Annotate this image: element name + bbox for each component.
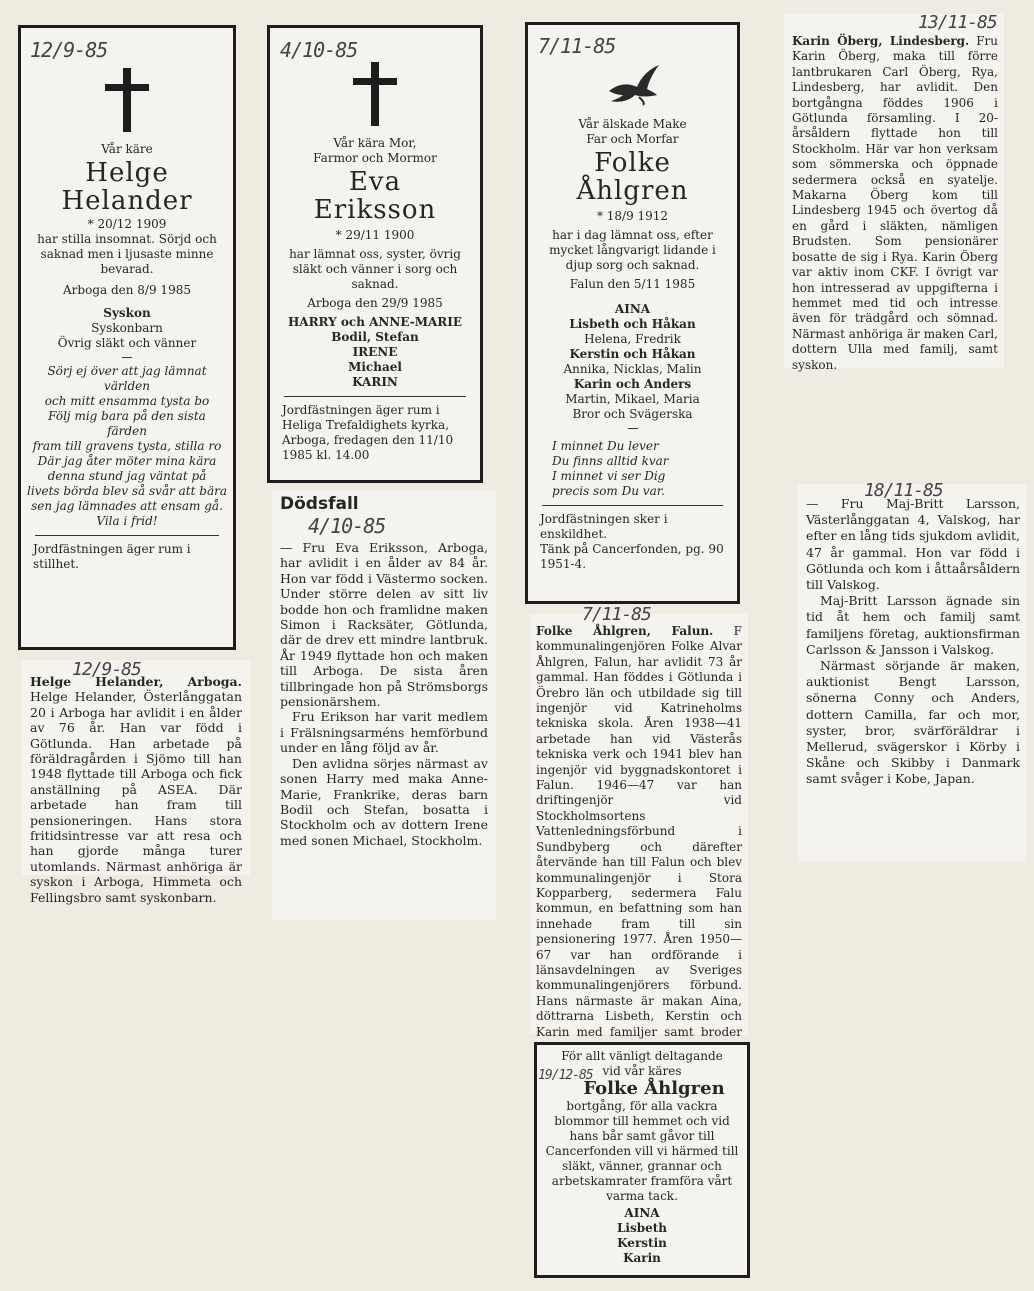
- handwritten-date: 13/11-85: [918, 12, 997, 33]
- mourner: Martin, Mikael, Maria: [565, 392, 700, 406]
- poem-line: Du finns alltid kvar: [552, 454, 669, 468]
- deceased-first-name: Eva: [348, 167, 402, 197]
- mourner: AINA: [614, 302, 651, 316]
- handwritten-date: 4/10-85: [280, 38, 358, 62]
- obituary-paragraph: Den avlidna sörjes närmast av sonen Harry med maka Anne-Marie, Frankrike, deras barn Bodil och Stefan, bosatta i Stockholm och av dottern Irene med sonen Michael, Stockholm.: [280, 755, 488, 848]
- handwritten-date: 7/11-85: [538, 34, 616, 58]
- thanks-intro: För allt vänligt deltagande: [561, 1049, 723, 1063]
- signer: AINA: [624, 1206, 660, 1220]
- handwritten-date: 12/9-85: [72, 659, 141, 680]
- notice-intro: Vår älskade Make: [578, 117, 687, 131]
- helge-death-notice: [18, 25, 236, 650]
- thanks-text: bortgång, för alla vackra blommor till hemmet och vid hans bår samt gåvor till Cancerfonden vill vi härmed till släkt, vänner, grannar och arbetskamrater framföra vårt varma tack.: [545, 1099, 739, 1203]
- obituary-paragraph: Fru Erikson har varit medlem i Frälsningsarméns hemförbund under en lång följd av år.: [280, 709, 488, 756]
- poem-line: Följ mig bara på den sista färden: [48, 409, 206, 438]
- obituary-paragraph: Närmast sörjande är maken, auktionist Bengt Larsson, sönerna Conny och Anders, dottern Camilla, far och mor, syster, bror, svärföräldrar i Mellerud, svägerskor i Körby i Skåne och Skibby i Danmark samt svåger i Kobe, Japan.: [806, 658, 1020, 787]
- poem-line: livets börda blev så svår att bära: [27, 484, 227, 498]
- thanks-intro: vid vår käres: [602, 1064, 682, 1078]
- mourner: Syskon: [103, 306, 151, 320]
- helge-obituary: [22, 660, 250, 905]
- cross-icon: [353, 62, 397, 126]
- karin-obituary: [784, 14, 1004, 372]
- birth-date: * 20/12 1909: [87, 217, 167, 231]
- handwritten-date: 7/11-85: [582, 604, 651, 625]
- deceased-last-name: Eriksson: [313, 195, 437, 225]
- signer: Lisbeth: [616, 1221, 668, 1235]
- eva-death-notice: [267, 25, 483, 483]
- divider: [542, 505, 723, 506]
- handwritten-date: 18/11-85: [864, 480, 943, 501]
- obituary-text: Fru Karin Öberg, maka till förre lantbrukaren Carl Öberg, Rya, Lindesberg, har avlidit. Den bortgångna föddes 1906 i Götlunda församling. I 20-årsåldern flyttade hon till Stockholm. Här var hon verksam som sömmerska och öppnade sedermera också en syatelje. Makarna Öberg kom till Lindesberg 1945 och övertog då en gård i släkten, nämligen Brudsten. Som pensionärer bosatte de sig i Rya. Karin Öberg var aktiv inom CKF. I övrigt var hon intresserad av uppgifterna i hemmet med tid och intresse även för trädgård och sömnad. Närmast anhöriga är maken Carl, dottern Ulla med familj, samt syskon.: [792, 34, 998, 372]
- place-date: Falun den 5/11 1985: [569, 277, 696, 291]
- obituary-heading: Dödsfall: [280, 494, 359, 514]
- obituary-paragraph: — Fru Eva Eriksson, Arboga, har avlidit i en ålder av 84 år. Hon var född i Västermo socken. Under större delen av sitt liv bodde hon och framlidne maken Simon i Racksäter, Götlunda, där de drev ett mindre lantbruk. År 1949 flyttade hon och maken till Arboga. De sista åren tillbringade hon på Strömsborgs pensionärshem.: [280, 540, 488, 710]
- obituary-heading: Folke Åhlgren, Falun.: [536, 624, 714, 638]
- mourner: Annika, Nicklas, Malin: [563, 362, 702, 376]
- poem-line: fram till gravens tysta, stilla ro: [32, 439, 222, 453]
- folke-death-notice: [525, 22, 740, 604]
- poem-line: I minnet Du lever: [552, 439, 659, 453]
- deceased-first-name: Helge: [85, 158, 169, 188]
- notice-footer: Jordfästningen sker i enskildhet.: [540, 512, 668, 541]
- handwritten-date: 19/12-85: [538, 1068, 593, 1083]
- poem-line: precis som Du var.: [552, 484, 665, 498]
- divider: [284, 396, 466, 397]
- obituary-text: F kommunalingenjören Folke Alvar Åhlgren, Falun, har avlidit 73 år gammal. Han föddes i Götlunda i Örebro län och utbildade sig till ingenjör vid Katrineholms tekniska skola. Åren 1938—41 arbetade han vid Västerås tekniska verk och 1941 blev han ingenjör vid byggnadskontoret i Falun. 1946—47 var han driftingenjör vid Stockholmsortens Vattenledningsförbund i Sundbyberg och därefter återvände han till Falun och blev kommunalingenjör i Stora Kopparberg, sedermera Falu kommun, en befattning som han innehade fram till sin pensionering 1977. Åren 1950—67 var han ordförande i länsavdelningen av Sveriges kommunalingenjörers förbund. Hans närmaste är makan Aina, döttrarna Lisbeth, Kerstin och Karin med familjer samt broder: [536, 624, 742, 1039]
- notice-intro: Vår käre: [101, 142, 153, 156]
- notice-text: har i dag lämnat oss, efter mycket långvarigt lidande i djup sorg och saknad.: [549, 228, 716, 272]
- birth-date: * 18/9 1912: [596, 209, 669, 223]
- signer: Karin: [623, 1251, 661, 1265]
- mourner: IRENE: [352, 345, 398, 359]
- signer: Kerstin: [617, 1236, 667, 1250]
- poem: [534, 439, 731, 499]
- poem-line: denna stund jag väntat på: [47, 469, 207, 483]
- notice-intro: Far och Morfar: [586, 132, 679, 146]
- cross-icon: [105, 68, 149, 132]
- obituary-paragraph: — Fru Maj-Britt Larsson, Västerlånggatan 4, Valskog, har efter en lång tids sjukdom avlidit, 47 år gammal. Hon var född i Götlunda och kom i åttaårsåldern till Valskog.: [806, 496, 1020, 593]
- place-date: Arboga den 29/9 1985: [307, 296, 443, 310]
- thanks-name: Folke Åhlgren: [583, 1078, 725, 1099]
- deceased-last-name: Åhlgren: [576, 176, 689, 206]
- mourner: Kerstin och Håkan: [569, 347, 696, 361]
- mourner: Syskonbarn: [91, 321, 163, 335]
- poem-line: Sörj ej över att jag lämnat världen: [47, 364, 207, 393]
- mourner: Michael: [348, 360, 402, 374]
- notice-footer: Tänk på Cancerfonden, pg. 90 1951-4.: [540, 542, 724, 571]
- divider: [122, 357, 132, 358]
- mourner: Helena, Fredrik: [584, 332, 681, 346]
- mourner: Karin och Anders: [573, 377, 692, 391]
- place-date: Arboga den 8/9 1985: [63, 283, 191, 297]
- mourner: HARRY och ANNE-MARIE: [287, 315, 463, 329]
- handwritten-date: 12/9-85: [30, 38, 108, 62]
- notice-footer: Jordfästningen äger rum i stillhet.: [33, 542, 191, 571]
- mourner: Övrig släkt och vänner: [57, 336, 197, 350]
- notice-intro: Farmor och Mormor: [313, 151, 437, 165]
- obituary-heading: Karin Öberg, Lindesberg.: [792, 34, 970, 48]
- poem: [27, 364, 227, 529]
- divider: [35, 535, 219, 536]
- notice-intro: Vår kära Mor,: [333, 136, 417, 150]
- majbritt-obituary: [798, 484, 1026, 862]
- dove-icon: [534, 61, 731, 111]
- obituary-paragraph: Maj-Britt Larsson ägnade sin tid åt hem och familj samt familjens företag, auktionsfirman Carlsson & Jansson i Valskog.: [806, 593, 1020, 657]
- birth-date: * 29/11 1900: [335, 228, 415, 242]
- poem-line: I minnet vi ser Dig: [552, 469, 666, 483]
- poem-line: sen jag lämnades att ensam gå.: [31, 499, 223, 513]
- deceased-last-name: Helander: [61, 186, 193, 216]
- poem-line: Där jag åter möter mina kära: [37, 454, 217, 468]
- notice-footer: Jordfästningen äger rum i Heliga Trefaldighets kyrka, Arboga, fredagen den 11/10 1985 kl. 14.00: [282, 403, 454, 462]
- mourner: KARIN: [352, 375, 398, 389]
- handwritten-date: 4/10-85: [308, 514, 386, 538]
- mourner: Bror och Svägerska: [572, 407, 693, 421]
- poem-line: Vila i frid!: [96, 514, 158, 528]
- folke-obituary: [530, 614, 748, 1039]
- poem-line: och mitt ensamma tysta bo: [44, 394, 210, 408]
- deceased-first-name: Folke: [594, 148, 671, 178]
- obituary-heading: Helge Helander, Arboga.: [30, 674, 242, 689]
- mourner: Lisbeth och Håkan: [569, 317, 696, 331]
- obituary-text: Helge Helander, Österlånggatan 20 i Arboga har avlidit i en ålder av 76 år. Han var född i Götlunda. Han arbetade på föräldragården i Sjömo till han 1948 flyttade till Arboga och fick anställning på ASEA. Där arbetade han fram till pensioneringen. Hans stora fritidsintresse var att resa och han gjorde många turer utomlands. Närmast anhöriga är syskon i Arboga, Himmeta och Fellingsbro samt syskonbarn.: [30, 689, 242, 905]
- notice-text: har stilla insomnat. Sörjd och saknad men i ljusaste minne bevarad.: [37, 232, 217, 276]
- eva-obituary: [272, 490, 496, 920]
- mourner: Bodil, Stefan: [331, 330, 419, 344]
- divider: [628, 428, 638, 429]
- notice-text: har lämnat oss, syster, övrig släkt och vänner i sorg och saknad.: [289, 247, 461, 291]
